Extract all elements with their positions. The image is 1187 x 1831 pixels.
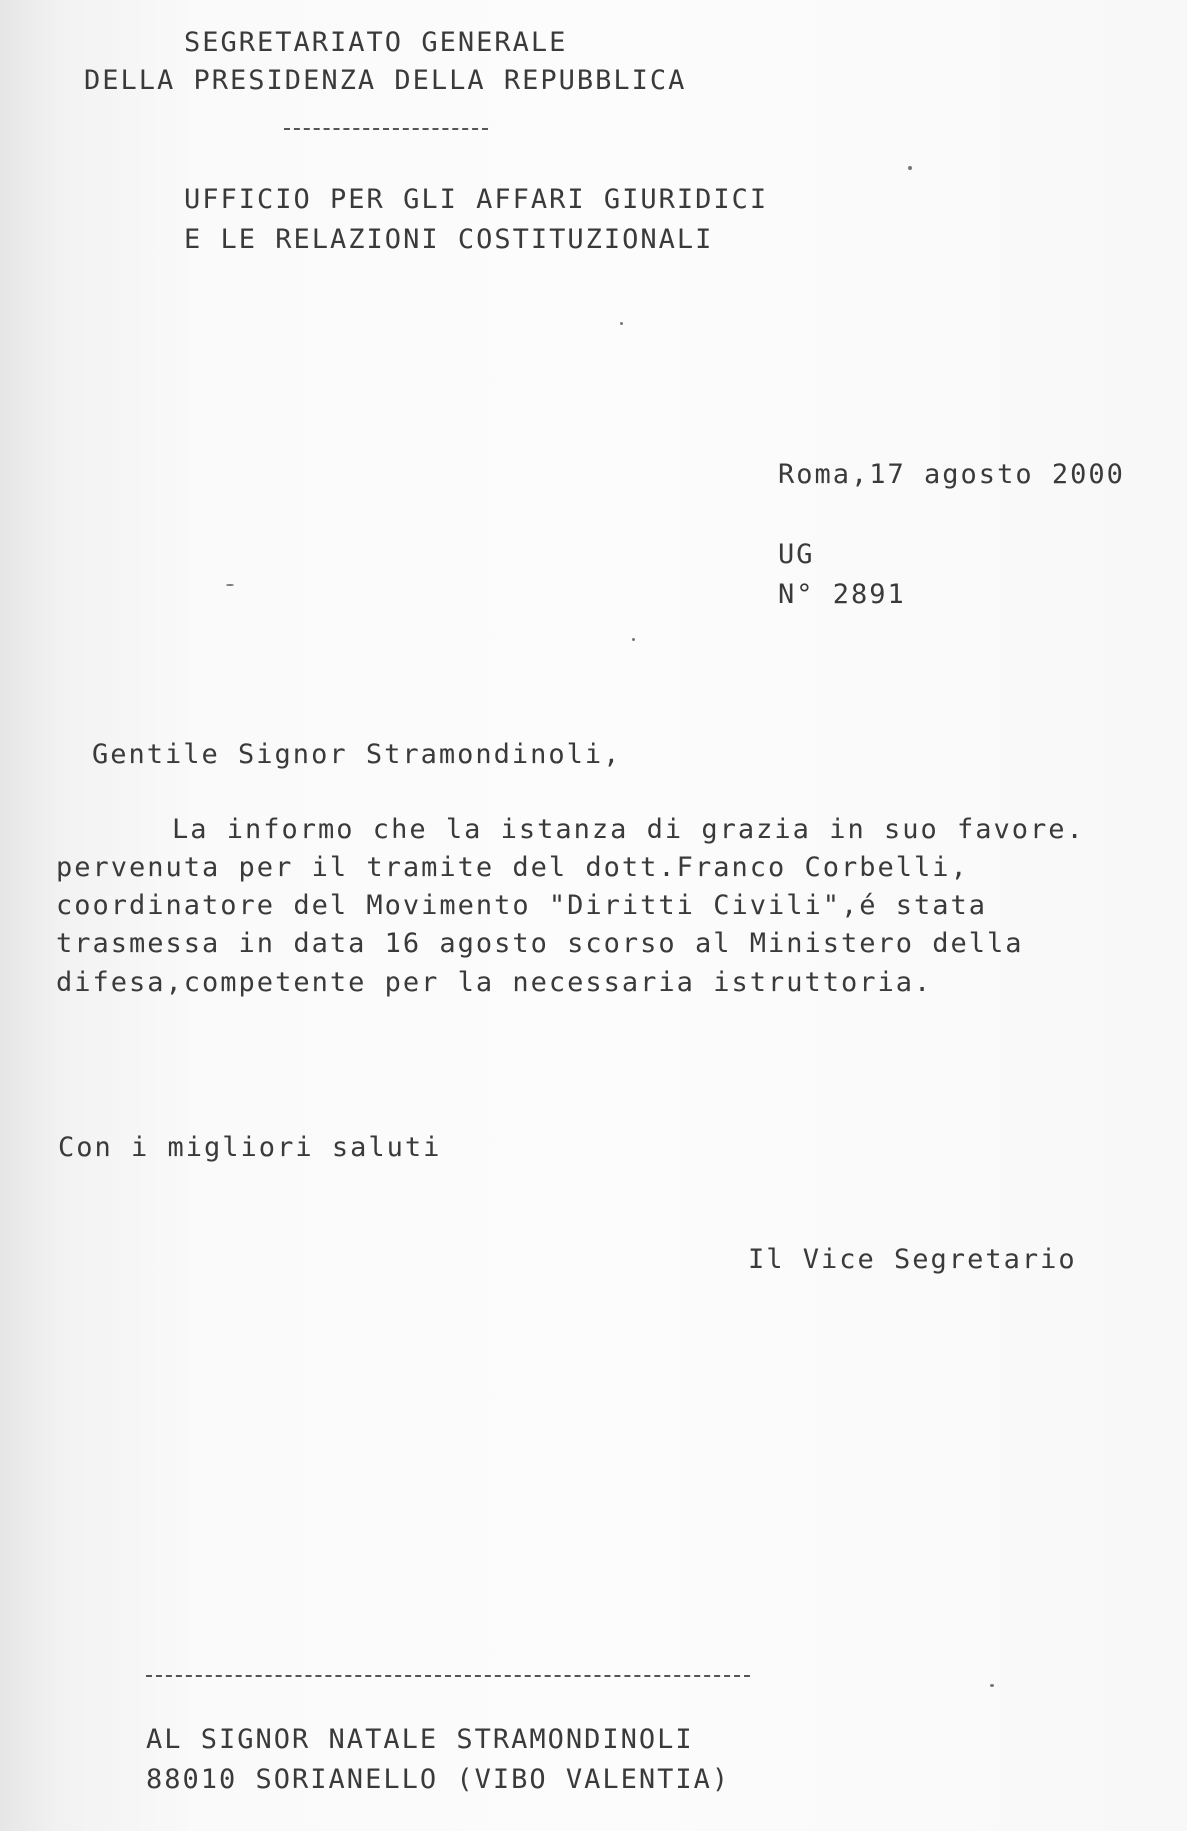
scan-speck [908,166,912,170]
reference-number: N° 2891 [778,579,906,610]
body-line: pervenuta per il tramite del dott.Franco Corbelli, [56,852,969,883]
header-line-1: SEGRETARIATO GENERALE [184,27,568,58]
office-line-2: E LE RELAZIONI COSTITUZIONALI [184,224,714,255]
recipient-name: AL SIGNOR NATALE STRAMONDINOLI [146,1724,694,1755]
scan-speck [990,1684,994,1687]
body-line: difesa,competente per la necessaria istruttoria. [56,967,933,998]
body-line: coordinatore del Movimento "Diritti Civili",é stata [56,890,988,921]
signature-title: Il Vice Segretario [748,1244,1077,1275]
address-divider [146,1675,750,1677]
scan-speck [226,584,234,586]
scan-speck [632,638,635,641]
place-date: Roma,17 agosto 2000 [778,459,1125,490]
body-line: La informo che la istanza di grazia in suo favore. [172,814,1085,845]
salutation: Gentile Signor Stramondinoli, [92,739,622,770]
header-divider [284,128,488,130]
recipient-address: 88010 SORIANELLO (VIBO VALENTIA) [146,1764,731,1795]
body-line: trasmessa in data 16 agosto scorso al Ministero della [56,928,1024,959]
closing: Con i migliori saluti [58,1132,442,1163]
office-line-1: UFFICIO PER GLI AFFARI GIURIDICI [184,184,769,215]
scan-speck [620,322,623,325]
header-line-2: DELLA PRESIDENZA DELLA REPUBBLICA [84,65,687,96]
reference-code: UG [778,539,815,570]
